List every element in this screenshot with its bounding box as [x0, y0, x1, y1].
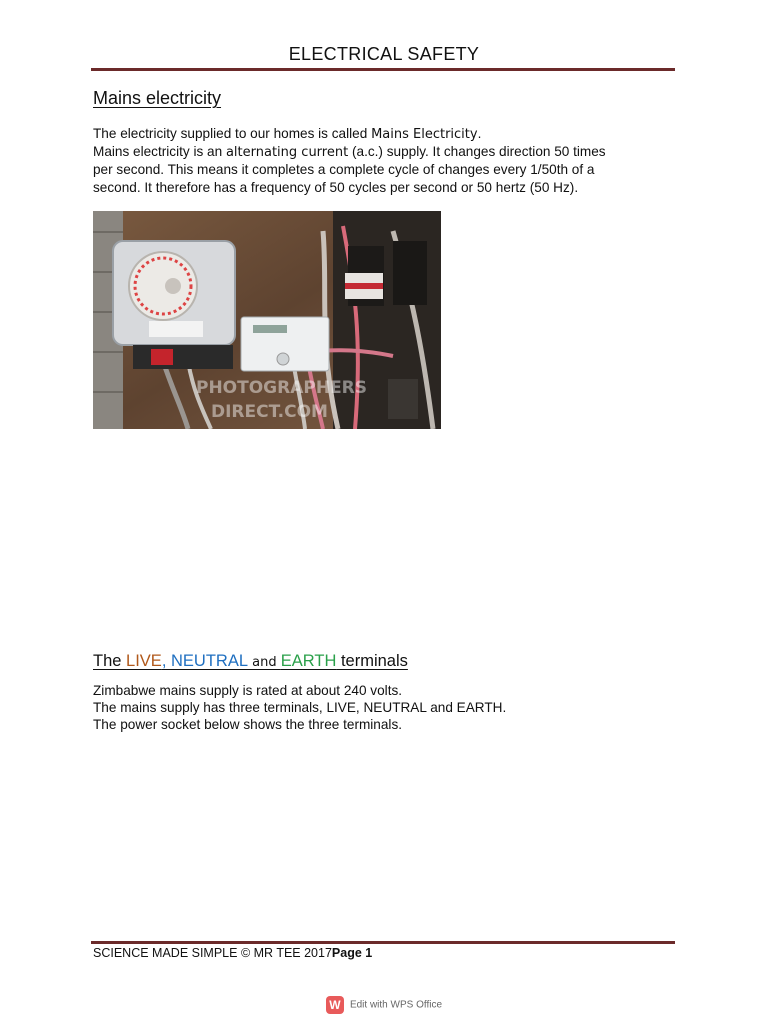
text-span: The electricity supplied to our homes is called: [93, 126, 372, 141]
meter-board-illustration: [93, 211, 441, 429]
heading-text: The: [93, 652, 127, 670]
page-number: Page 1: [331, 946, 373, 960]
para-line: [93, 125, 673, 143]
text-span: Mains electricity is an: [93, 144, 226, 160]
wps-logo-icon: W: [326, 996, 344, 1014]
mains-paragraph: [93, 125, 673, 196]
para-line: [93, 143, 673, 161]
footer-text: SCIENCE MADE SIMPLE © MR TEE 2017: [93, 946, 332, 960]
heading-and: and: [248, 655, 281, 670]
meter-board-photo: [93, 211, 441, 429]
page-title: ELECTRICAL SAFETY: [288, 44, 480, 64]
term-alternating-current: alternating current: [225, 145, 349, 161]
para-line: The power socket below shows the three terminals.: [93, 717, 403, 733]
term-mains-electricity: Mains Electricity: [371, 127, 478, 142]
para-line: The mains supply has three terminals, LIVE, NEUTRAL and EARTH.: [93, 700, 507, 716]
header-rule: [91, 68, 675, 71]
terminals-paragraph: [93, 682, 673, 734]
section-heading-mains: Mains electricity: [93, 88, 222, 108]
wps-edit-label: Edit with WPS Office: [349, 999, 443, 1011]
text-span: .: [477, 126, 482, 141]
wps-edit-link[interactable]: [0, 996, 768, 1014]
heading-comma: ,: [161, 652, 171, 670]
watermark-line-1: PHOTOGRAPHERS: [196, 378, 368, 398]
heading-live: LIVE: [126, 652, 162, 670]
heading-neutral: NEUTRAL: [170, 652, 248, 670]
heading-end: terminals: [336, 652, 408, 670]
footer: [93, 946, 372, 960]
heading-earth: EARTH: [280, 652, 337, 670]
para-line: Zimbabwe mains supply is rated at about 240 volts.: [93, 683, 403, 698]
text-span: (a.c.) supply. It changes direction 50 times: [348, 144, 606, 160]
footer-rule: [91, 941, 675, 944]
para-line: per second. This means it completes a complete cycle of changes every 1/50th of a: [93, 162, 595, 178]
section-heading-terminals: [93, 652, 408, 671]
watermark-line-2: DIRECT.COM: [211, 402, 328, 422]
para-line: second. It therefore has a frequency of 50 cycles per second or 50 hertz (50 Hz).: [93, 179, 579, 195]
